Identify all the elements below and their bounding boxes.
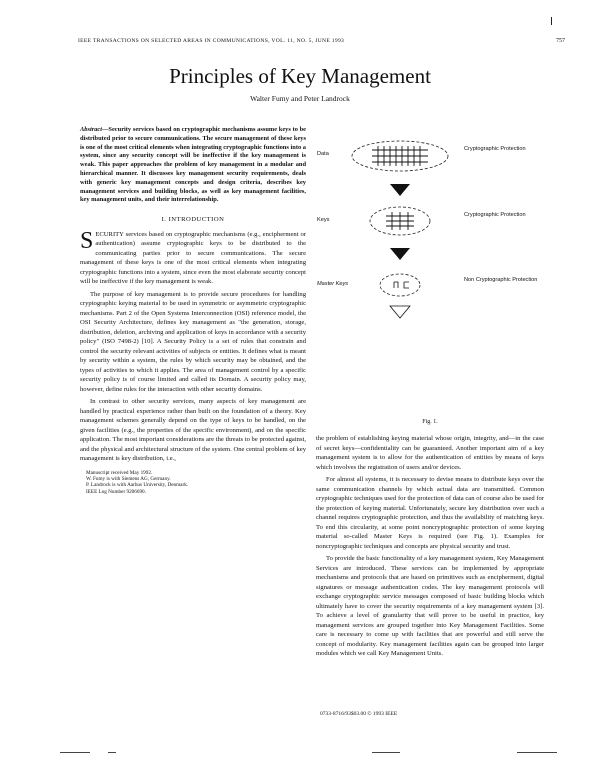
right-paragraph-2: For almost all systems, it is necessary to devise means to distribute keys over the same communication channels by which actual data are transmitted. Common cryptographic techniques used for the protection of data can of course also be used for the protection of keying material. Unfortunately, secure key distribution over such a channel requires cryptographic protection, and thus the availability of matching keys. To end this circularity, at some point noncryptographic protection of some keying material so-called Master Keys is required (see Fig. 1). Examples for noncryptographic techniques and concepts are physical security and trust.	[316, 476, 544, 550]
right-column	[316, 434, 544, 662]
footer-rule	[60, 752, 90, 753]
left-column	[80, 126, 306, 495]
footnote-author-2: P. Landrock is with Aarhus University, Denmark.	[86, 482, 189, 489]
footer-rule	[517, 752, 557, 753]
copyright-line: 0733-8716/93$03.00 © 1993 IEEE	[320, 711, 398, 717]
footnote-author-1: W. Fumy is with Siemens AG, Germany.	[86, 476, 171, 483]
right-paragraph-1: the problem of establishing keying material whose origin, integrity, and—in the case of secret keys—confidentiality can be guaranteed. Another important aim of a key management system is to allow for the authentication of entities by means of keys which involves the registration of users and/or devices.	[316, 435, 544, 471]
keys-hatching	[386, 212, 414, 230]
right-paragraph-3: To provide the basic functionality of a key management system, Key Management Services are introduced. These services can be implemented by appropriate mechanisms and protocols that are based on primitives such as encipherment, digital signatures or message authentication codes. The key management protocols will exchange cryptographic service messages composed of basic building blocks which ultimately have to cover the security requirements of a key management system [3]. To achieve a level of granularity that will prove to be useful in practice, key management services are grouped together into Key Management Facilities. Some care is necessary to come up with facilities that are powerful and still serve the concept of modularity. Key management facilities again can be grouped into larger modules which we call Key Management Units.	[316, 555, 544, 657]
figure-1-diagram	[316, 128, 546, 418]
master-keys-ellipse	[380, 274, 420, 296]
footnote	[80, 470, 306, 496]
master-key-symbol	[394, 282, 409, 288]
drop-cap: S	[80, 227, 94, 254]
figure-label-non-crypto-protection: Non Cryptographic Protection	[464, 277, 538, 283]
page-number: 757	[556, 38, 565, 44]
section-heading: I. INTRODUCTION	[161, 216, 225, 224]
footnote-received: Manuscript received May 1992.	[86, 469, 153, 476]
down-arrow-icon	[390, 248, 410, 260]
figure-label-master-keys: Master Keys	[317, 281, 349, 287]
abstract	[80, 126, 306, 205]
intro-paragraph	[80, 227, 306, 287]
abstract-label: Abstract	[80, 126, 103, 133]
data-hatching	[372, 146, 428, 166]
figure-label-crypto-protection: Cryptographic Protection	[464, 212, 526, 218]
page-corner-mark	[551, 17, 552, 25]
footnote-ieee-log: IEEE Log Number 9206690.	[86, 488, 146, 495]
intro-paragraph-2: The purpose of key management is to provide secure procedures for handling cryptographic keying material to be used in symmetric or asymmetric cryptographic mechanisms. Part 2 of the Open Systems Interconnection (OSI) reference model, the OSI Security Architecture, defines key management as "the generation, storage, distribution, deletion, archiving and application of keys in accordance with a security policy" (ISO 7498-2) [10]. A Security Policy is a set of rules that constrain and control the security relevant activities of subjects or entities. It defines what is meant by security within a system, the rules by which security may be obtained, and the types of activities to which it applies. The area of management control by a specific security policy is of course limited and called its Domain. A security policy may, however, define rules for the interaction with other security domains.	[80, 290, 306, 393]
down-arrow-icon	[390, 184, 410, 196]
figure-label-keys: Keys	[317, 217, 330, 223]
figure-label-data: Data	[317, 151, 329, 157]
footer-rule	[108, 752, 116, 753]
paper-title: Principles of Key Management	[169, 64, 431, 88]
footer-rule	[372, 752, 400, 753]
journal-header: IEEE TRANSACTIONS ON SELECTED AREAS IN COMMUNICATIONS, VOL. 11, NO. 5, JUNE 1993	[78, 38, 345, 44]
intro-paragraph-3: In contrast to other security services, many aspects of key management are handled by practical experience rather than built on the foundation of a theory. Key management schemes generally depend on the type of keys to be handled, on the given facilities (e.g., the properties of the specific environment), and on the specific application. The most important considerations are the threats to be protected against, and the physical and architectural structure of the system. One central problem of key management is key distribution, i.e.,	[80, 398, 306, 463]
down-arrow-icon	[390, 306, 410, 318]
figure-label-crypto-protection: Cryptographic Protection	[464, 146, 526, 152]
paper-authors: Walter Fumy and Peter Landrock	[250, 94, 350, 103]
figure-caption: Fig. 1.	[422, 419, 438, 425]
intro-paragraph-1-text: ECURITY services based on cryptographic mechanisms (e.g., encipherment or authentication) assume cryptographic keys to be distributed to the communicating parties prior to secure communications. The secure management of these keys is one of the most critical elements when integrating cryptographic functions into a system, since even the most elaborate security concept will be ineffective if the key management is weak.	[80, 230, 306, 286]
abstract-text: —Security services based on cryptographic mechanisms assume keys to be distributed prior to secure communications. The secure management of these keys is one of the most critical elements when integrating cryptographic functions into a system, since any security concept will be ineffective if the key management is weak. This paper approaches the problem of key management in a modular and hierarchical manner. It discusses key management security requirements, deals with generic key management concepts and design criteria, describes key management services and building blocks, as well as key management facilities, key management units, and their interrelationship.	[80, 126, 306, 204]
